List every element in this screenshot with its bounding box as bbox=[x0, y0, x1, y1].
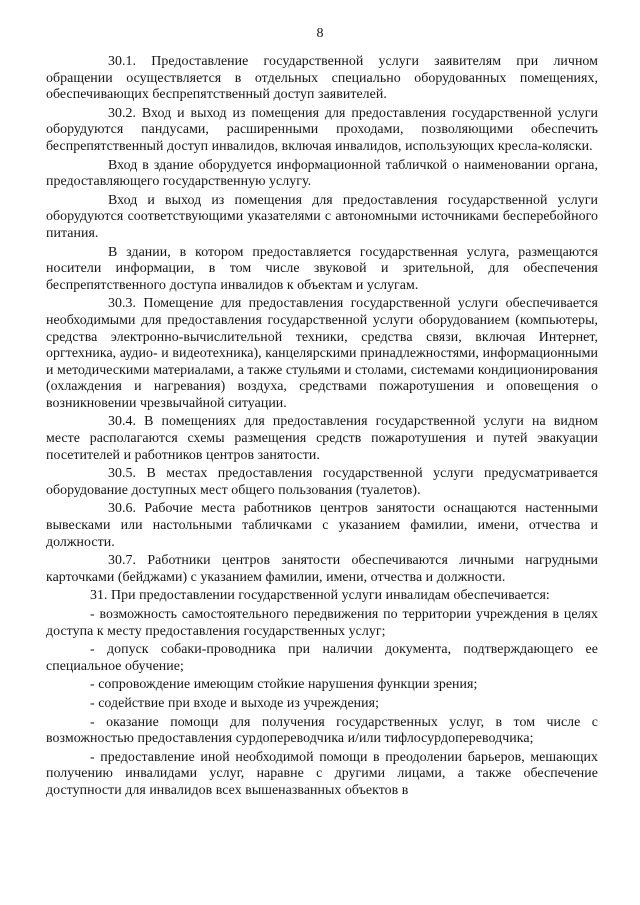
paragraph-30-5: 30.5. В местах предоставления государственной услуги предусматривается оборудование доступных мест общего пользования (туалетов). bbox=[46, 466, 598, 498]
paragraph-30-3: 30.3. Помещение для предоставления государственной услуги обеспечивается необходимыми для предоставления государственной услуги оборудованием (компьютеры, средства электронно-вычислительной техники, средства связи, включая Интернет, оргтехника, аудио- и видеотехника), канцелярскими принадлежностями, информационными и методическими материалами, а также стульями и столами, системами кондиционирования (охлаждения и нагревания) воздуха, средствами пожаротушения и оповещения о возникновении чрезвычайной ситуации. bbox=[46, 296, 598, 411]
page-number: 8 bbox=[316, 26, 324, 41]
paragraph-30-6: 30.6. Рабочие места работников центров занятости оснащаются настенными вывесками или настольными табличками с указанием фамилии, имени, отчества и должности. bbox=[46, 501, 598, 550]
paragraph-entrance-sign: Вход в здание оборудуется информационной табличкой о наименовании органа, предоставляющего государственную услугу. bbox=[46, 157, 598, 190]
list-item-entry-assistance: - содействие при входе и выходе из учреждения; bbox=[90, 695, 379, 711]
list-item-service-assistance: - оказание помощи для получения государственных услуг, в том числе с возможностью предоставления сурдопереводчика и/или тифлосурдопереводчика; bbox=[46, 714, 598, 747]
paragraph-30-4: 30.4. В помещениях для предоставления государственной услуги на видном месте располагаются схемы размещения средств пожаротушения и путей эвакуации посетителей и работников центров занятости. bbox=[46, 414, 598, 463]
paragraph-exit-indicators: Вход и выход из помещения для предоставления государственной услуги оборудуются соответствующими указателями с автономными источниками бесперебойного питания. bbox=[46, 192, 598, 241]
list-item-movement: - возможность самостоятельного передвижения по территории учреждения в целях доступа к месту предоставления государственных услуг; bbox=[46, 607, 598, 639]
list-item-escort: - сопровождение имеющим стойкие нарушения функции зрения; bbox=[90, 677, 478, 693]
list-item-other-assistance: - предоставление иной необходимой помощи в преодолении барьеров, мешающих получению инвалидами услуг, наравне с другими лицами, а также обеспечение доступности для инвалидов всех вышеназванных объектов в bbox=[46, 749, 598, 798]
list-item-guide-dog: - допуск собаки-проводника при наличии документа, подтверждающего ее специальное обучение; bbox=[46, 642, 598, 674]
paragraph-30-7: 30.7. Работники центров занятости обеспечиваются личными нагрудными карточками (бейджами) с указанием фамилии, имени, отчества и должности. bbox=[46, 553, 598, 585]
page-content bbox=[46, 54, 598, 800]
paragraph-31: 31. При предоставлении государственной услуги инвалидам обеспечивается: bbox=[90, 588, 550, 604]
paragraph-30-1: 30.1. Предоставление государственной услуги заявителям при личном обращении осуществляется в отдельных специально оборудованных помещениях, обеспечивающих беспрепятственный доступ заявителей. bbox=[46, 54, 598, 103]
paragraph-30-2: 30.2. Вход и выход из помещения для предоставления государственной услуги оборудуются пандусами, расширенными проходами, позволяющими обеспечить беспрепятственный доступ инвалидов, включая инвалидов, использующих кресла-коляски. bbox=[46, 105, 598, 154]
paragraph-information-carriers: В здании, в котором предоставляется государственная услуга, размещаются носители информации, в том числе звуковой и зрительной, для обеспечения беспрепятственного доступа инвалидов к объектам и услугам. bbox=[46, 244, 598, 293]
